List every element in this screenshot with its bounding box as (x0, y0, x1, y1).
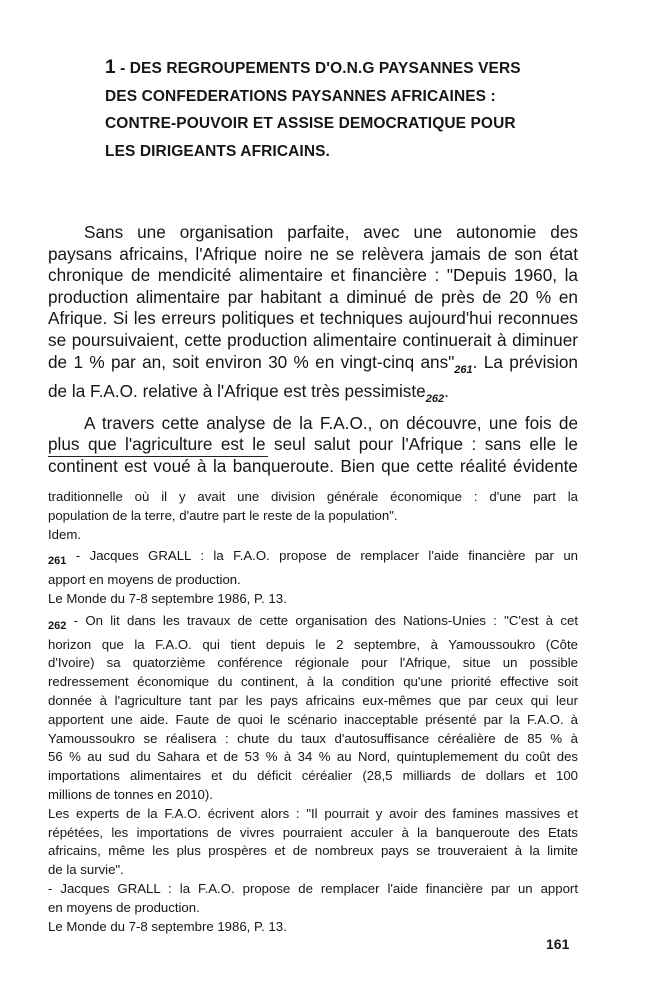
footnote-ref-261[interactable]: 261 (454, 363, 473, 376)
body-line (48, 352, 578, 382)
footnotes (48, 488, 578, 936)
heading-text: - DES REGROUPEMENTS D'O.N.G PAYSANNES VERS (115, 60, 521, 77)
footnote-line: Les experts de la F.A.O. écrivent alors : "Il pourrait y avoir des famines massives et (48, 805, 578, 821)
body-text-segment: de la F.A.O. relative à l'Afrique est très pessimiste (48, 381, 426, 402)
footnote-line: population de la terre, d'autre part le reste de la population". (48, 507, 398, 523)
page-number: 161 (546, 936, 570, 952)
heading-line (105, 54, 585, 83)
footnote-number: 262 (48, 619, 67, 632)
footnote-line: répétées, les importations de vivres pourraient acculer à la banqueroute des Etats (48, 824, 578, 840)
footnote-line: Le Monde du 7-8 septembre 1986, P. 13. (48, 918, 287, 934)
footnote-line: d'Ivoire) sa quatorzième conférence régionale pour l'Afrique, situe un possible (48, 655, 578, 671)
footnote-line: importations alimentaires et du déficit céréalier (28,5 milliards de dollars et 100 (48, 768, 578, 784)
heading-line: LES DIRIGEANTS AFRICAINS. (105, 142, 330, 160)
footnote-separator (48, 456, 268, 457)
footnote-ref-262[interactable]: 262 (425, 393, 445, 406)
body-text-segment: . (444, 381, 449, 402)
footnote-line: apport en moyens de production. (48, 572, 241, 588)
heading-line: CONTRE-POUVOIR ET ASSISE DEMOCRATIQUE POUR (105, 115, 516, 133)
footnote-line: millions de tonnes en 2010). (48, 786, 213, 802)
footnote-line: de la survie". (48, 862, 124, 878)
footnote-line: horizon que la F.A.O. qui tient depuis le 2 septembre, à Yamoussoukro (Côte (48, 636, 578, 652)
footnote-262 (48, 612, 578, 636)
body-line: chronique de mendicité alimentaire et financière : "Depuis 1960, la (48, 265, 578, 286)
body-line: Afrique. Si les erreurs politiques et techniques aujourd'hui reconnues (48, 308, 578, 329)
footnote-line: Yamoussoukro se réalisera : chute du taux d'autosuffisance céréalière de 85 % à (48, 730, 578, 746)
footnote-line: redressement économique du continent, à la condition qu'une priorité effective soit (48, 674, 578, 690)
body-text-segment: de 1 % par an, soit environ 30 % en vingt-cinq ans" (48, 351, 455, 372)
heading-number: 1 (105, 57, 116, 78)
footnote-line: - Jacques GRALL : la F.A.O. propose de remplacer l'aide financière par un apport (48, 880, 578, 896)
body-line: se poursuivaient, cette production alimentaire continuerait à diminuer (48, 329, 578, 350)
footnote-261 (48, 547, 578, 571)
footnote-line: 56 % au sud du Sahara et de 53 % à 34 % au Nord, quintuplemement du coût des (48, 749, 578, 765)
body-line: Sans une organisation parfaite, avec une autonomie des (84, 222, 578, 242)
body-line: A travers cette analyse de la F.A.O., on découvre, une fois de (84, 412, 578, 433)
heading-line: DES CONFEDERATIONS PAYSANNES AFRICAINES : (105, 87, 496, 105)
body-text-segment: . La prévision (472, 351, 578, 372)
body-line: continent est voué à la banqueroute. Bien que cette réalité évidente (48, 455, 578, 476)
body-line: paysans africains, l'Afrique noire ne se relèvera jamais de son état (48, 243, 578, 264)
footnote-text: - Jacques GRALL : la F.A.O. propose de remplacer l'aide financière par un (66, 548, 578, 564)
footnote-number: 261 (48, 555, 67, 568)
footnote-line: Idem. (48, 526, 81, 542)
footnote-line: en moyens de production. (48, 899, 200, 915)
body-line: plus que l'agriculture est le seul salut pour l'Afrique : sans elle le (48, 434, 578, 455)
footnote-line: Le Monde du 7-8 septembre 1986, P. 13. (48, 590, 287, 606)
body-text (48, 222, 578, 478)
footnote-line: traditionnelle où il y avait une division générale économique : d'une part la (48, 489, 578, 504)
footnote-line: africains, même les plus prospères et de nombreux pays se trouveraient à la limite (48, 843, 578, 859)
body-line (48, 381, 578, 411)
footnote-line: donnée à l'agriculture tant par les pays africains eux-mêmes que par ceux qui leur (48, 692, 578, 708)
footnote-text: - On lit dans les travaux de cette organisation des Nations-Unies : "C'est à cet (66, 612, 578, 628)
body-line: production alimentaire par habitant a diminué de près de 20 % en (48, 286, 578, 307)
footnote-line: apportent une aide. Faute de quoi le scénario inacceptable présenté par la F.A.O. à (48, 711, 578, 727)
section-heading (105, 54, 585, 165)
